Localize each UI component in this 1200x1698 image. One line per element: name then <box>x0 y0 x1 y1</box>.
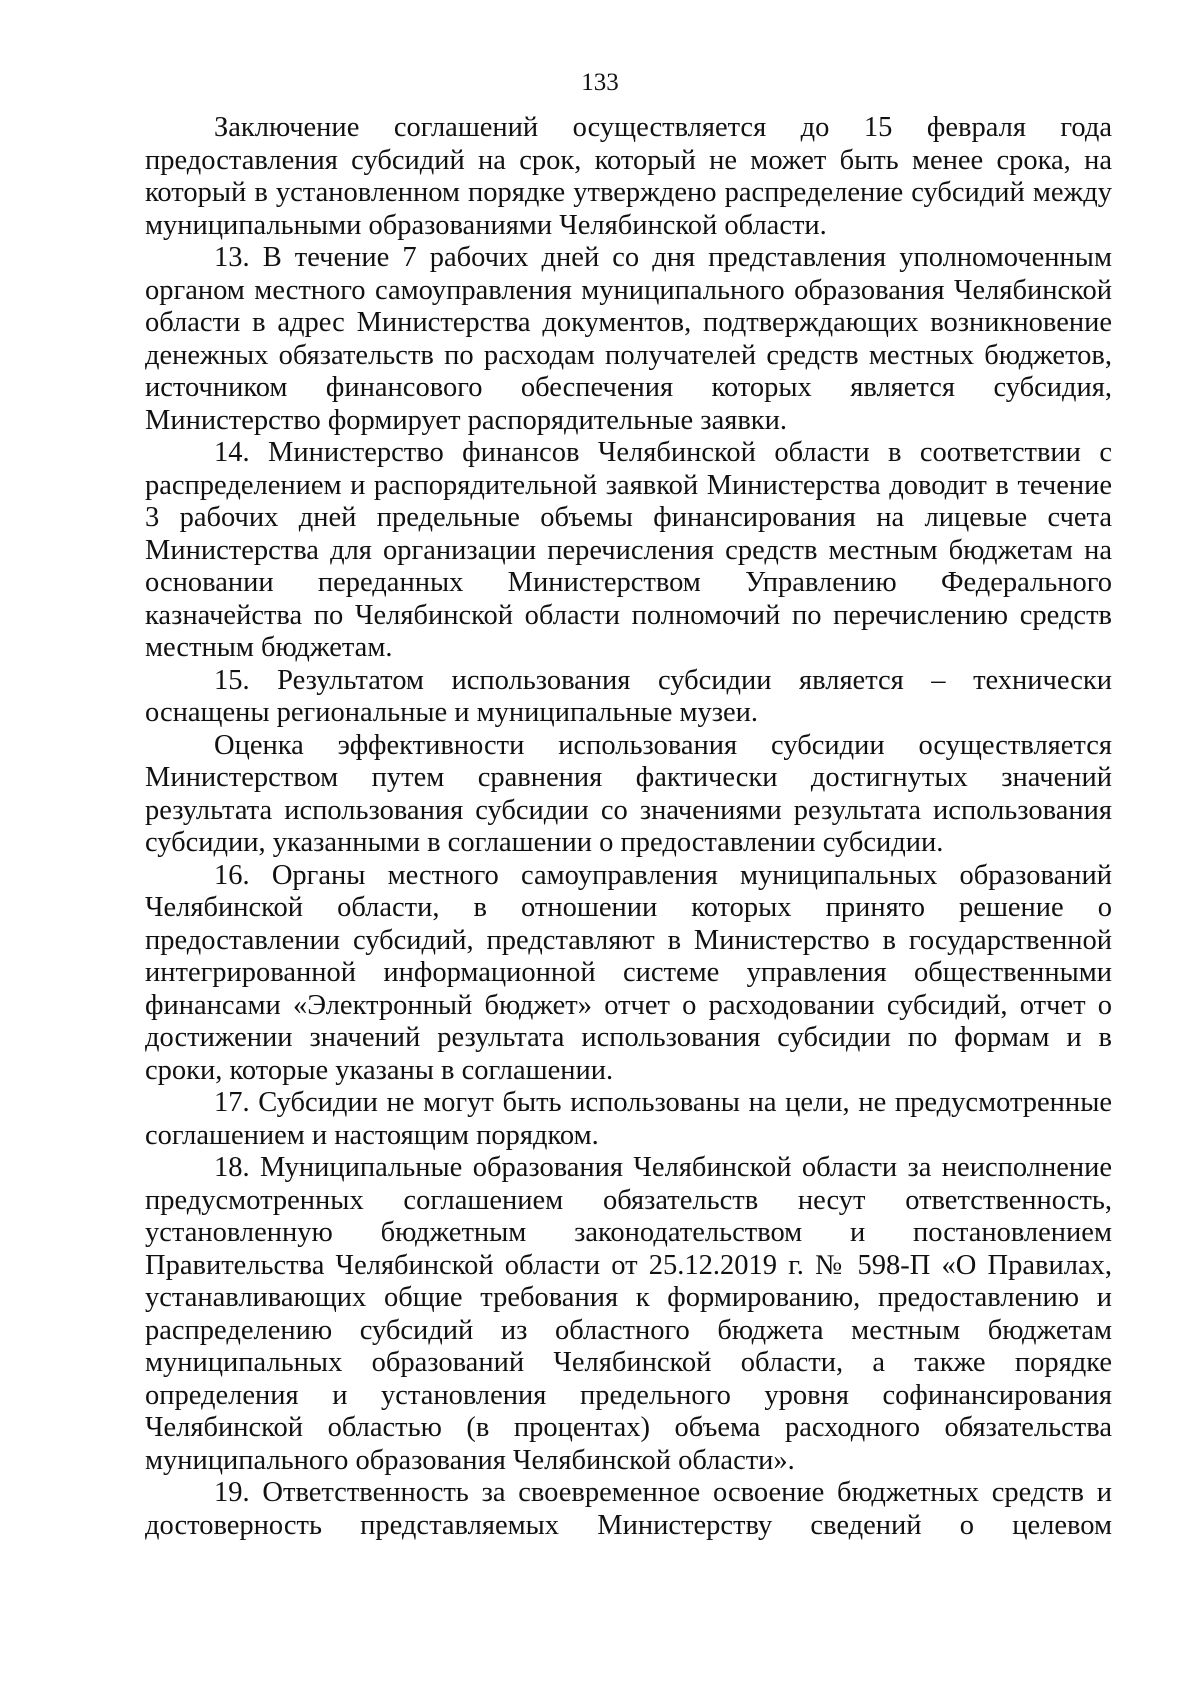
paragraph-15: 15. Результатом использования субсидии является – технически оснащены региональные и муниципальные музеи. <box>145 664 1112 728</box>
document-body <box>145 112 1112 1542</box>
paragraph-19: 19. Ответственность за своевременное освоение бюджетных средств и достоверность представляемых Министерству сведений о целевом <box>145 1477 1112 1541</box>
paragraph-14: 14. Министерство финансов Челябинской области в соответствии с распределением и распорядительной заявкой Министерства доводит в течение 3 рабочих дней предельные объемы финансирования на лицевые счета Министерства для организации перечисления средств местным бюджетам на основании переданных Министерством Управлению Федерального казначейства по Челябинской области полномочий по перечислению средств местным бюджетам. <box>145 437 1112 663</box>
page-number: 133 <box>581 69 619 96</box>
paragraph-16: 16. Органы местного самоуправления муниципальных образований Челябинской области, в отношении которых принято решение о предоставлении субсидий, представляют в Министерство в государственной интегрированной информационной системе управления общественными финансами «Электронный бюджет» отчет о расходовании субсидий, отчет о достижении значений результата использования субсидии по формам и в сроки, которые указаны в соглашении. <box>145 859 1112 1086</box>
paragraph-18: 18. Муниципальные образования Челябинской области за неисполнение предусмотренных соглашением обязательств несут ответственность, установленную бюджетным законодательством и постановлением Правительства Челябинской области от 25.12.2019 г. № 598-П «О Правилах, устанавливающих общие требования к формированию, предоставлению и распределению субсидий из областного бюджета местным бюджетам муниципальных образований Челябинской области, а также порядке определения и установления предельного уровня софинансирования Челябинской областью (в процентах) объема расходного обязательства муниципального образования Челябинской области». <box>145 1152 1112 1476</box>
paragraph-13: 13. В течение 7 рабочих дней со дня представления уполномоченным органом местного самоуправления муниципального образования Челябинской области в адрес Министерства документов, подтверждающих возникновение денежных обязательств по расходам получателей средств местных бюджетов, источником финансового обеспечения которых является субсидия, Министерство формирует распорядительные заявки. <box>145 242 1112 436</box>
paragraph-efficiency-assessment: Оценка эффективности использования субсидии осуществляется Министерством путем сравнения фактически достигнутых значений результата использования субсидии со значениями результата использования субсидии, указанными в соглашении о предоставлении субсидии. <box>145 729 1112 858</box>
paragraph-17: 17. Субсидии не могут быть использованы на цели, не предусмотренные соглашением и настоящим порядком. <box>145 1087 1112 1151</box>
paragraph-agreements-deadline: Заключение соглашений осуществляется до 15 февраля года предоставления субсидий на срок, который не может быть менее срока, на который в установленном порядке утверждено распределение субсидий между муниципальными образованиями Челябинской области. <box>145 112 1112 241</box>
